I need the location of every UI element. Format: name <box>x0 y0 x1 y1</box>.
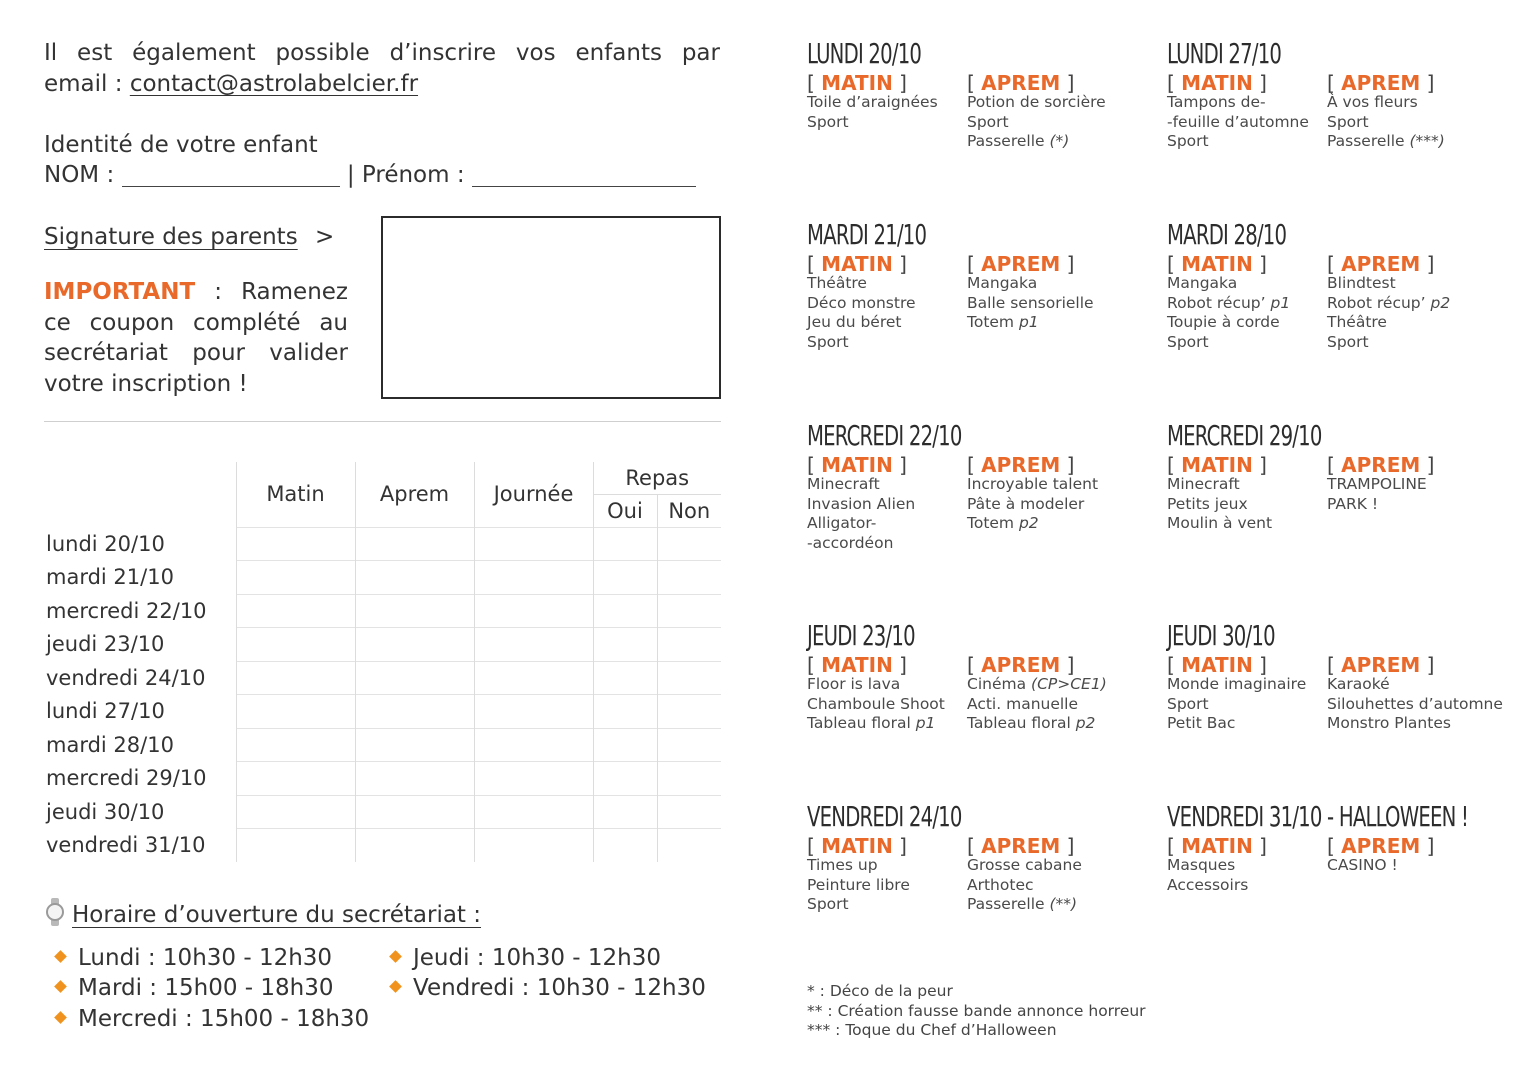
checkbox-cell[interactable] <box>593 661 657 695</box>
aprem-slot <box>967 253 1127 333</box>
matin-slot <box>1167 654 1327 734</box>
diamond-bullet-icon <box>54 1011 67 1024</box>
checkbox-cell[interactable] <box>593 695 657 729</box>
table-row <box>44 829 721 863</box>
activity-item: Sport <box>1167 132 1209 151</box>
checkbox-cell[interactable] <box>355 829 474 863</box>
activity-item: Potion de sorcière <box>967 93 1106 111</box>
checkbox-cell[interactable] <box>355 561 474 595</box>
table-row <box>44 628 721 662</box>
email-link[interactable]: contact@astrolabelcier.fr <box>129 71 419 97</box>
row-date: vendredi 31/10 <box>46 833 206 858</box>
aprem-label: [ APREM ] <box>967 653 1075 677</box>
activity-item: Sport <box>807 333 849 352</box>
day-block <box>807 37 1157 151</box>
hours-item: Vendredi : 10h30 - 12h30 <box>385 973 706 1004</box>
activity-item: Balle sensorielle <box>967 293 1094 312</box>
checkbox-cell[interactable] <box>593 527 657 561</box>
day-block <box>1167 800 1517 894</box>
diamond-bullet-icon <box>54 980 67 993</box>
matin-slot <box>807 253 967 353</box>
aprem-label: [ APREM ] <box>1327 453 1435 477</box>
checkbox-cell[interactable] <box>474 829 593 863</box>
row-date: vendredi 24/10 <box>46 665 206 690</box>
checkbox-cell[interactable] <box>355 527 474 561</box>
matin-label: [ MATIN ] <box>1167 453 1267 477</box>
checkbox-cell[interactable] <box>236 829 355 863</box>
activity-item: CASINO ! <box>1327 856 1398 874</box>
watch-icon <box>44 898 66 926</box>
activity-item: À vos fleurs <box>1327 93 1418 111</box>
checkbox-cell[interactable] <box>657 594 721 628</box>
aprem-slot <box>1327 454 1487 514</box>
matin-label: [ MATIN ] <box>807 834 907 858</box>
activity-item: Sport <box>967 112 1009 131</box>
activity-item: Incroyable talent <box>967 475 1099 493</box>
activity-item: Théâtre <box>807 274 867 292</box>
day-block <box>1167 37 1517 151</box>
checkbox-cell[interactable] <box>236 628 355 662</box>
activity-item: Théâtre <box>1327 313 1387 332</box>
checkbox-cell[interactable] <box>236 561 355 595</box>
activity-item: Petit Bac <box>1167 714 1236 733</box>
hours-title: Horaire d’ouverture du secrétariat : <box>44 898 481 931</box>
table-row <box>44 695 721 729</box>
aprem-slot <box>1327 72 1487 152</box>
activity-item: Toupie à corde <box>1167 313 1280 332</box>
row-date: lundi 27/10 <box>46 699 165 724</box>
checkbox-cell[interactable] <box>474 695 593 729</box>
aprem-slot <box>967 654 1127 734</box>
checkbox-cell[interactable] <box>474 628 593 662</box>
row-date: mardi 28/10 <box>46 732 174 757</box>
prenom-field[interactable] <box>472 165 696 187</box>
prenom-label: Prénom : <box>361 162 465 188</box>
matin-slot <box>807 835 967 915</box>
activity-item: Chamboule Shoot <box>807 694 945 713</box>
day-title: LUNDI 27/10 <box>1167 37 1282 70</box>
matin-slot <box>1167 72 1327 152</box>
aprem-slot <box>967 72 1127 152</box>
day-title: MERCREDI 29/10 <box>1167 419 1322 452</box>
day-title: VENDREDI 24/10 <box>807 800 962 833</box>
checkbox-cell[interactable] <box>474 561 593 595</box>
activity-item: Alligator- <box>807 514 877 533</box>
activity-item: PARK ! <box>1327 494 1379 513</box>
checkbox-cell[interactable] <box>593 561 657 595</box>
aprem-label: [ APREM ] <box>967 834 1075 858</box>
hours-item: Lundi : 10h30 - 12h30 <box>50 943 332 974</box>
diamond-bullet-icon <box>389 980 402 993</box>
activity-item: Passerelle (**) <box>967 895 1078 914</box>
divider <box>44 421 721 422</box>
row-date: mercredi 22/10 <box>46 598 207 623</box>
activity-item: Totem p2 <box>967 514 1039 533</box>
activity-item: Accessoirs <box>1167 875 1249 894</box>
intro-email-line: email : contact@astrolabelcier.fr <box>44 71 419 97</box>
activity-item: TRAMPOLINE <box>1327 475 1427 493</box>
checkbox-cell[interactable] <box>657 795 721 829</box>
nom-field[interactable] <box>122 165 340 187</box>
activity-item: Totem p1 <box>967 313 1039 332</box>
checkbox-cell[interactable] <box>657 695 721 729</box>
hours-item: Jeudi : 10h30 - 12h30 <box>385 943 661 974</box>
table-row <box>44 762 721 796</box>
activity-item: Times up <box>807 856 878 874</box>
activity-item: Floor is lava <box>807 675 901 693</box>
checkbox-cell[interactable] <box>657 628 721 662</box>
checkbox-cell[interactable] <box>355 762 474 796</box>
activity-item: Petits jeux <box>1167 494 1248 513</box>
day-title: MARDI 21/10 <box>807 218 927 251</box>
day-block <box>1167 619 1517 733</box>
row-date: mardi 21/10 <box>46 565 174 590</box>
day-title: JEUDI 23/10 <box>807 619 915 652</box>
checkbox-cell[interactable] <box>593 829 657 863</box>
matin-label: [ MATIN ] <box>807 453 907 477</box>
arrow-icon: > <box>315 224 335 250</box>
matin-label: [ MATIN ] <box>807 71 907 95</box>
aprem-label: [ APREM ] <box>967 71 1075 95</box>
activity-item: Sport <box>1327 112 1369 131</box>
matin-label: [ MATIN ] <box>807 653 907 677</box>
activity-item: Jeu du béret <box>807 313 902 332</box>
day-title: MARDI 28/10 <box>1167 218 1287 251</box>
checkbox-cell[interactable] <box>657 527 721 561</box>
activity-item: Monde imaginaire <box>1167 675 1307 693</box>
day-title: MERCREDI 22/10 <box>807 419 962 452</box>
checkbox-cell[interactable] <box>657 661 721 695</box>
checkbox-cell[interactable] <box>355 661 474 695</box>
identity-title: Identité de votre enfant <box>44 132 318 158</box>
checkbox-cell[interactable] <box>236 661 355 695</box>
checkbox-cell[interactable] <box>593 795 657 829</box>
activity-item: Tableau floral p2 <box>967 714 1096 733</box>
activity-item: Robot récup’ p1 <box>1167 293 1291 312</box>
header-matin: Matin <box>236 462 355 527</box>
matin-slot <box>807 72 967 132</box>
aprem-label: [ APREM ] <box>967 252 1075 276</box>
day-block <box>807 800 1157 914</box>
activity-item: Tableau floral p1 <box>807 714 936 733</box>
checkbox-cell[interactable] <box>657 762 721 796</box>
hours-item: Mardi : 15h00 - 18h30 <box>50 973 334 1004</box>
activity-item: Minecraft <box>1167 475 1240 493</box>
activity-item: Robot récup’ p2 <box>1327 293 1451 312</box>
hours-item: Mercredi : 15h00 - 18h30 <box>50 1004 369 1035</box>
matin-slot <box>807 654 967 734</box>
checkbox-cell[interactable] <box>474 728 593 762</box>
day-block <box>1167 419 1517 533</box>
matin-label: [ MATIN ] <box>1167 834 1267 858</box>
day-title: JEUDI 30/10 <box>1167 619 1275 652</box>
nom-label: NOM : <box>44 162 115 188</box>
matin-label: [ MATIN ] <box>1167 653 1267 677</box>
activity-item: Karaoké <box>1327 675 1390 693</box>
activity-item: Sport <box>1167 694 1209 713</box>
checkbox-cell[interactable] <box>474 527 593 561</box>
header-repas: Repas <box>593 462 721 494</box>
activity-item: Masques <box>1167 856 1236 874</box>
activity-item: Pâte à modeler <box>967 494 1085 513</box>
day-block <box>807 218 1157 352</box>
activity-item: Silouhettes d’automne <box>1327 694 1503 713</box>
checkbox-cell[interactable] <box>355 695 474 729</box>
activity-item: Mangaka <box>1167 274 1238 292</box>
checkbox-cell[interactable] <box>657 728 721 762</box>
row-date: jeudi 23/10 <box>46 632 165 657</box>
table-row <box>44 661 721 695</box>
table-row <box>44 594 721 628</box>
row-date: jeudi 30/10 <box>46 799 165 824</box>
aprem-label: [ APREM ] <box>1327 653 1435 677</box>
footnotes: * : Déco de la peur ** : Création fausse bande annonce horreur *** : Toque du Chef d’Halloween <box>807 982 1146 1040</box>
checkbox-cell[interactable] <box>657 561 721 595</box>
activity-item: Cinéma (CP>CE1) <box>967 675 1107 693</box>
day-title: VENDREDI 31/10 - HALLOWEEN ! <box>1167 800 1469 833</box>
activity-item: -accordéon <box>807 534 894 553</box>
aprem-slot <box>967 835 1127 915</box>
checkbox-cell[interactable] <box>355 628 474 662</box>
activity-item: Mangaka <box>967 274 1038 292</box>
checkbox-cell[interactable] <box>593 728 657 762</box>
matin-slot <box>807 454 967 554</box>
table-row <box>44 728 721 762</box>
signature-box[interactable] <box>381 216 721 399</box>
activity-item: Sport <box>807 112 849 131</box>
checkbox-cell[interactable] <box>236 762 355 796</box>
day-block <box>807 619 1157 733</box>
header-non: Non <box>657 494 721 527</box>
table-row <box>44 527 721 561</box>
checkbox-cell[interactable] <box>657 829 721 863</box>
row-date: mercredi 29/10 <box>46 766 207 791</box>
checkbox-cell[interactable] <box>593 628 657 662</box>
activity-item: Passerelle (*) <box>967 132 1070 151</box>
checkbox-cell[interactable] <box>474 594 593 628</box>
activity-item: Grosse cabane <box>967 856 1082 874</box>
activity-item: Minecraft <box>807 475 880 493</box>
aprem-label: [ APREM ] <box>1327 71 1435 95</box>
checkbox-cell[interactable] <box>355 795 474 829</box>
checkbox-cell[interactable] <box>236 795 355 829</box>
checkbox-cell[interactable] <box>236 527 355 561</box>
activity-item: Sport <box>1167 333 1209 352</box>
signature-label: Signature des parents > <box>44 224 335 250</box>
important-note: IMPORTANT : Ramenez ce coupon complété au secrétariat pour valider votre inscription ! <box>44 279 348 397</box>
matin-slot <box>1167 454 1327 534</box>
intro-text: Il est également possible d’inscrire vos enfants par <box>44 40 720 66</box>
matin-slot <box>1167 835 1327 895</box>
day-block <box>1167 218 1517 352</box>
checkbox-cell[interactable] <box>593 594 657 628</box>
checkbox-cell[interactable] <box>474 661 593 695</box>
table-row <box>44 795 721 829</box>
aprem-label: [ APREM ] <box>1327 252 1435 276</box>
aprem-label: [ APREM ] <box>1327 834 1435 858</box>
activity-item: Déco monstre <box>807 293 916 312</box>
aprem-slot <box>967 454 1127 534</box>
activity-item: Tampons de- <box>1167 93 1266 111</box>
identity-fields <box>44 160 696 191</box>
header-aprem: Aprem <box>355 462 474 527</box>
activity-item: -feuille d’automne <box>1167 112 1309 131</box>
row-date: lundi 20/10 <box>46 531 165 556</box>
activity-item: Arthotec <box>967 875 1034 894</box>
aprem-slot <box>1327 253 1487 353</box>
aprem-label: [ APREM ] <box>967 453 1075 477</box>
diamond-bullet-icon <box>389 950 402 963</box>
activity-item: Acti. manuelle <box>967 694 1079 713</box>
activity-item: Toile d’araignées <box>807 93 938 111</box>
header-oui: Oui <box>593 494 657 527</box>
checkbox-cell[interactable] <box>474 795 593 829</box>
activity-item: Monstro Plantes <box>1327 714 1451 733</box>
checkbox-cell[interactable] <box>355 728 474 762</box>
activity-item: Blindtest <box>1327 274 1396 292</box>
table-row <box>44 561 721 595</box>
header-journee: Journée <box>474 462 593 527</box>
checkbox-cell[interactable] <box>593 762 657 796</box>
activity-item: Invasion Alien <box>807 494 916 513</box>
day-block <box>807 419 1157 553</box>
aprem-slot <box>1327 653 1503 734</box>
diamond-bullet-icon <box>54 950 67 963</box>
aprem-slot <box>1327 835 1487 876</box>
registration-table <box>44 462 721 862</box>
important-keyword: IMPORTANT <box>44 279 196 305</box>
matin-slot <box>1167 253 1327 353</box>
activity-item: Moulin à vent <box>1167 514 1273 533</box>
checkbox-cell[interactable] <box>236 594 355 628</box>
checkbox-cell[interactable] <box>236 695 355 729</box>
activity-item: Sport <box>1327 333 1369 352</box>
activity-item: Peinture libre <box>807 875 910 894</box>
activity-item: Sport <box>807 895 849 914</box>
checkbox-cell[interactable] <box>474 762 593 796</box>
checkbox-cell[interactable] <box>355 594 474 628</box>
activity-item: Passerelle (***) <box>1327 132 1445 151</box>
matin-label: [ MATIN ] <box>1167 71 1267 95</box>
day-title: LUNDI 20/10 <box>807 37 922 70</box>
matin-label: [ MATIN ] <box>807 252 907 276</box>
separator: | <box>346 162 355 188</box>
checkbox-cell[interactable] <box>236 728 355 762</box>
matin-label: [ MATIN ] <box>1167 252 1267 276</box>
